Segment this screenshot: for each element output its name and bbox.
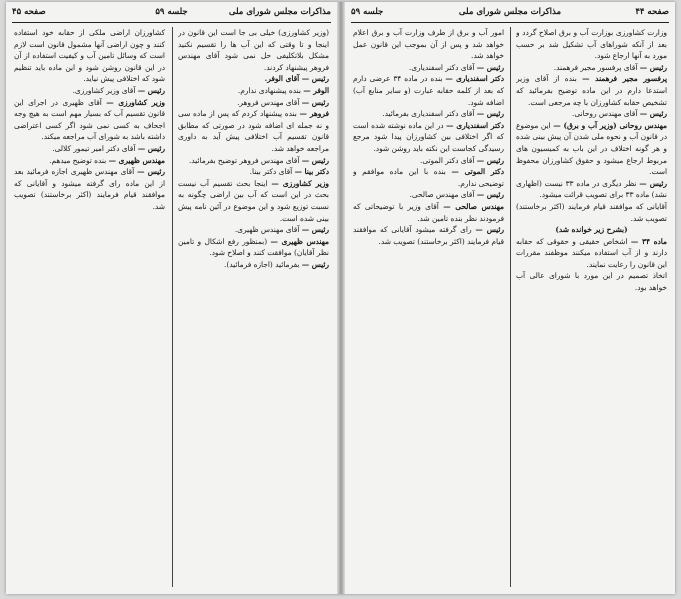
speech-paragraph bbox=[516, 201, 667, 224]
speech-paragraph bbox=[178, 97, 329, 109]
speech-text: اشخاص حقیقی و حقوقی که حقابه دارند و از آب استفاده میکنند موظفند مقررات این قانون را رعایت نمایند. bbox=[516, 236, 667, 269]
speech-paragraph bbox=[353, 108, 504, 120]
speech-paragraph bbox=[353, 62, 504, 74]
speaker-name: رئیس — bbox=[639, 62, 667, 72]
left-page-header bbox=[12, 7, 331, 20]
speech-text: اتخاذ تصمیم در این مورد با شورای عالی آب خواهد بود. bbox=[516, 271, 667, 293]
speech-paragraph bbox=[516, 73, 667, 108]
speech-text: نظر دیگری در ماده ۳۳ نیست (اظهاری نشد) ماده ۳۳ برای تصویب قرائت میشود. bbox=[516, 178, 667, 200]
speaker-name: رئیس — bbox=[639, 178, 667, 188]
speech-text: بنده پیشنهاد کردم که پس از ماده سی و نه جمله ای اضافه شود در صورتی که مطابق قانون تقسیم آب اختلافی پیش آید به داوری مراجعه خواهد شد. bbox=[178, 109, 329, 153]
speaker-name: رئیس — bbox=[137, 143, 165, 153]
left-page-column-right bbox=[178, 27, 329, 589]
speaker-name: مهندس صالحی — bbox=[443, 201, 504, 211]
speech-paragraph bbox=[14, 155, 165, 167]
speaker-name: دکتر اسفندیاری — bbox=[445, 74, 504, 84]
speech-paragraph bbox=[178, 166, 329, 178]
book-gutter bbox=[337, 2, 345, 594]
speech-paragraph bbox=[14, 97, 165, 143]
speech-text: کشاورزان اراضی ملکی از حقابه خود استفاده کنند و چون اراضی آنها مشمول قانون است لازم است که وسائل تامین آب و کیفیت استفاده از آن در این قانون روشن شود و این ماده باید تنظیم شود که اختلافی پیش نیاید. bbox=[14, 28, 165, 84]
header-page-number: صفحه ۴۵ bbox=[12, 7, 46, 17]
speaker-name: رئیس — bbox=[301, 97, 329, 107]
header-rule bbox=[351, 22, 669, 23]
header-title: مذاکرات مجلس شورای ملی bbox=[458, 7, 562, 17]
speech-text: بنده با این ماده موافقم و توضیحی ندارم. bbox=[353, 167, 504, 188]
speech-text: بنده توضیح میدهم. bbox=[49, 155, 107, 165]
speech-paragraph bbox=[353, 73, 504, 108]
right-page-column-left bbox=[353, 27, 504, 589]
speech-text: آقای دکتر اسفندیاری. bbox=[408, 62, 475, 72]
header-rule bbox=[12, 22, 331, 23]
speech-text: رای گرفته میشود آقایانی که موافقند قیام فرمایند (اکثر برخاستند) تصویب شد. bbox=[353, 225, 504, 246]
speaker-name: رئیس — bbox=[476, 109, 504, 119]
speech-text: آقای دکتر امیر تیمور کلالی. bbox=[52, 143, 136, 153]
speech-paragraph bbox=[178, 178, 329, 224]
speech-paragraph bbox=[353, 224, 504, 247]
speech-text: آقای پرفسور مجیر فرهمند. bbox=[553, 62, 638, 72]
speaker-name: فروهر — bbox=[299, 109, 329, 119]
speech-paragraph bbox=[178, 155, 329, 167]
speech-paragraph bbox=[516, 120, 667, 178]
speech-paragraph bbox=[14, 85, 165, 97]
speech-paragraph bbox=[14, 27, 165, 85]
speaker-name: دکتر اسفندیاری — bbox=[446, 120, 504, 130]
speech-paragraph bbox=[178, 236, 329, 259]
speech-text: آقای مهندس فروهر توضیح بفرمائید. bbox=[188, 155, 300, 165]
speaker-name: مهندس ظهیری — bbox=[270, 236, 329, 246]
column-divider bbox=[172, 27, 173, 587]
speech-text: (وزیر کشاورزی) خیلی بی جا است این قانون در اینجا و تا وقتی که این آب ها را تقسیم نکنید مشکل بلاتکلیفی حل نمی شود آقای مهندس فروهر پیشنهاد کردند. bbox=[178, 28, 329, 72]
speaker-name: رئیس — bbox=[137, 85, 165, 95]
header-page-number: صفحه ۴۴ bbox=[635, 7, 669, 17]
speaker-name: وزیر کشاورزی — bbox=[106, 97, 165, 107]
speech-paragraph bbox=[353, 201, 504, 224]
speaker-name: رئیس — bbox=[476, 190, 504, 200]
speaker-name: رئیس — bbox=[301, 225, 329, 235]
speech-paragraph bbox=[516, 270, 667, 293]
speech-text: وزارت کشاورزی بوزارت آب و برق اصلاح گردد و بعد از آنکه شوراهای آب تشکیل شد بر حسب مورد به آنها ارجاع شود. bbox=[516, 28, 667, 61]
speech-paragraph bbox=[178, 259, 329, 271]
speech-text: آقای مهندس فروهر. bbox=[237, 97, 300, 107]
speech-text: بنده از آقای وزیر استدعا دارم در این ماده توضیح بفرمائید که تشخیص حقابه کشاورزان با چه مرجعی است. bbox=[516, 74, 667, 107]
speaker-name: رئیس — bbox=[639, 109, 667, 119]
speech-text: آقای دکتر اسفندیاری بفرمائید. bbox=[382, 109, 475, 119]
speech-paragraph bbox=[353, 155, 504, 167]
speech-paragraph bbox=[14, 143, 165, 155]
speech-paragraph bbox=[516, 108, 667, 120]
speech-text: امور آب و برق از طرف وزارت آب و برق اعلام خواهد شد و پس از آن بموجب این قانون عمل خواهد شد. bbox=[353, 28, 504, 61]
speech-text: آقای مهندس صالحی. bbox=[409, 190, 475, 200]
speaker-name: رئیس — bbox=[301, 155, 329, 165]
speaker-name: رئیس — bbox=[475, 225, 504, 235]
speech-paragraph bbox=[516, 178, 667, 201]
speech-paragraph bbox=[353, 189, 504, 201]
speech-text: بنده در ماده ۳۴ عرضی دارم که بعد از کلمه حقابه عبارت (و سایر منابع آب) اضافه شود. bbox=[353, 74, 504, 107]
speech-text: آقای دکتر بینا. bbox=[249, 167, 293, 177]
speech-paragraph bbox=[178, 85, 329, 97]
speech-paragraph bbox=[516, 236, 667, 271]
speaker-name: رئیس — bbox=[301, 259, 329, 269]
speaker-name: مهندس ظهیری — bbox=[108, 155, 165, 165]
speech-text: آقای دکتر الموتی. bbox=[419, 155, 475, 165]
section-heading: (بشرح زیر خوانده شد) bbox=[555, 225, 628, 235]
right-page-header bbox=[351, 7, 669, 20]
speech-paragraph bbox=[516, 62, 667, 74]
right-page-column-right bbox=[516, 27, 667, 589]
header-session: جلسه ۵۹ bbox=[351, 7, 384, 17]
speaker-name: دکتر بینا — bbox=[294, 167, 329, 177]
speech-text: آقای مهندس روحانی. bbox=[572, 109, 638, 119]
speaker-name: مهندس روحانی (وزیر آب و برق) — bbox=[553, 120, 667, 130]
speaker-name: ماده ۳۴ — bbox=[630, 236, 667, 246]
speech-text: بفرمائید (اجازه فرمائید). bbox=[224, 259, 300, 269]
speech-paragraph bbox=[178, 108, 329, 154]
speech-paragraph bbox=[516, 27, 667, 62]
speech-paragraph bbox=[178, 224, 329, 236]
speaker-name: رئیس — bbox=[476, 155, 504, 165]
speech-paragraph bbox=[14, 166, 165, 212]
speech-text: آقای وزیر کشاورزی. bbox=[72, 85, 136, 95]
book-spread bbox=[6, 2, 675, 594]
column-divider bbox=[510, 27, 511, 587]
speech-paragraph bbox=[353, 27, 504, 62]
speech-text: این موضوع در قانون آب و نحوه ملی شدن آن پیش بینی شده و هر گونه اختلاف در این باب به کمیسیون های مربوط ارجاع میشود و حقوق کشاورزان محفوظ است. bbox=[516, 120, 667, 177]
speech-text: آقای ظهیری در اجرای این قانون تقسیم آب که بسیار مهم است به هیچ وجه اجحاف به کسی نمی شود اگر کسی اعتراضی داشته باشد به شورای آب مراجعه میکند. bbox=[14, 97, 165, 142]
speech-text: (بمنظور رفع اشکال و تامین نظر آقایان) موافقت کنند و اصلاح شود. bbox=[178, 236, 329, 258]
left-page-column-left bbox=[14, 27, 165, 589]
header-title: مذاکرات مجلس شورای ملی bbox=[228, 7, 331, 17]
speaker-name: وزیر کشاورزی — bbox=[271, 178, 329, 188]
speech-text: اینجا بحث تقسیم آب نیست بحث در این است که آب بین اراضی چگونه به نسبت توزیع شود و این موضوع در آئین نامه پیش بینی شده است. bbox=[178, 178, 329, 223]
right-page bbox=[345, 2, 675, 594]
speech-text: در این ماده نوشته شده است که اگر اختلافی بین کشاورزان پیدا شود مرجع رسیدگی کجاست این نکته باید روشن شود. bbox=[353, 120, 504, 153]
speech-text: آقایانی که موافقند قیام فرمایند (اکثر برخاستند) تصویب شد. bbox=[516, 201, 667, 223]
speaker-name: رئیس — آقای الوفر. bbox=[264, 74, 329, 84]
speech-text: آقای مهندس ظهیری اجازه فرمائید بعد از این ماده رای گرفته میشود و آقایانی که موافقند قیام فرمایند (اکثر برخاستند) تصویب شد. bbox=[14, 167, 165, 211]
speaker-name: پرفسور مجیر فرهمند — bbox=[582, 74, 667, 84]
speech-paragraph bbox=[353, 166, 504, 189]
speech-text: آقای مهندس ظهیری. bbox=[234, 225, 300, 235]
header-session: جلسه ۵۹ bbox=[155, 7, 188, 17]
left-page bbox=[6, 2, 337, 594]
speaker-name: رئیس — bbox=[476, 62, 504, 72]
speech-paragraph bbox=[353, 120, 504, 155]
speech-paragraph bbox=[178, 73, 329, 85]
speaker-name: دکتر الموتی — bbox=[451, 167, 504, 177]
speech-text: بنده پیشنهادی ندارم. bbox=[237, 85, 301, 95]
speech-text: آقای وزیر با توضیحاتی که فرمودند نظر بنده تامین شد. bbox=[353, 201, 504, 223]
speech-paragraph bbox=[178, 27, 329, 73]
speaker-name: رئیس — bbox=[137, 167, 165, 177]
speaker-name: الوفر — bbox=[303, 85, 329, 95]
